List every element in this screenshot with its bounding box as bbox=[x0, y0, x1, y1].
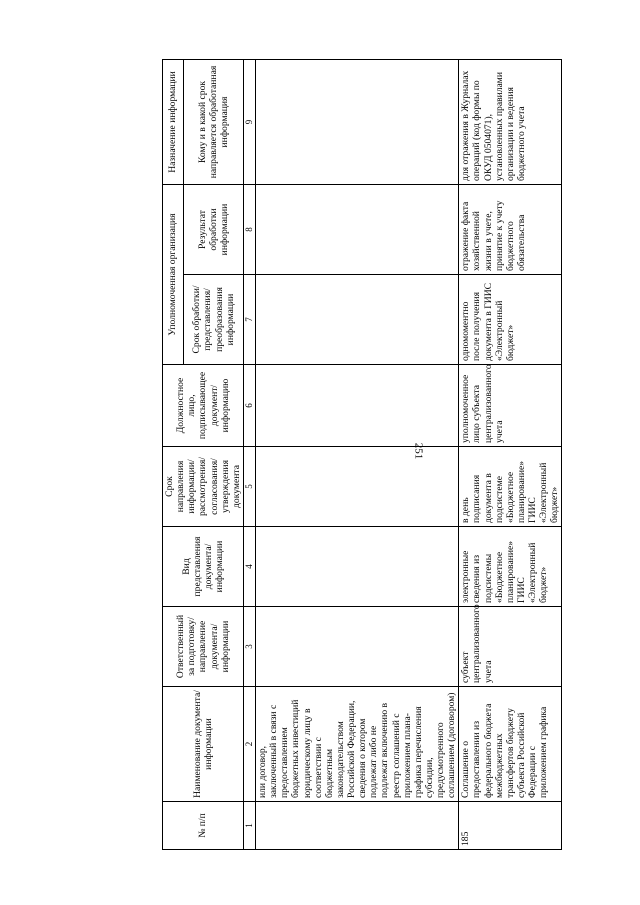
header-recipient: Кому и в какой срок направляется обработанная информация bbox=[184, 60, 244, 185]
column-number: 9 bbox=[244, 60, 256, 185]
header-deadline: Срок направления информации/ рассмотрения/ согласования/ утверждения документа bbox=[163, 447, 244, 527]
cont-cell bbox=[256, 527, 459, 607]
cont-cell bbox=[256, 275, 459, 365]
document-table bbox=[162, 59, 562, 850]
processing-result: отражение факта хозяйственной жизни в учете, принятие к учету бюджетного обязательства bbox=[459, 185, 562, 275]
header-responsible: Ответственный за подготовку/ направление документа/ информации bbox=[163, 607, 244, 687]
cont-cell bbox=[256, 447, 459, 527]
column-number: 8 bbox=[244, 185, 256, 275]
document-name: Соглашение о предоставлении из федерального бюджета межбюджетных трансфертов бюджету субъекта Российской Федерации с приложением графика bbox=[459, 687, 562, 802]
cont-cell bbox=[256, 365, 459, 447]
column-number: 3 bbox=[244, 607, 256, 687]
header-organization-group: Уполномоченная организация bbox=[163, 185, 184, 365]
cont-cell bbox=[256, 185, 459, 275]
cont-cell-name: или договор, заключенный в связи с предоставлением бюджетных инвестиций юридическому лицу в соответствии с бюджетным законодательством Российской Федерации, сведения о котором подлежат либо не подлежат включению в реестр соглашений с приложением плана-графика перечисления субсидии, предусмотренного соглашением (договором) bbox=[256, 687, 459, 802]
responsible: субъект централизованного учета bbox=[459, 607, 562, 687]
header-processing-time: Срок обработки/ представления/ преобразования информации bbox=[184, 275, 244, 365]
header-purpose: Назначение информации bbox=[163, 60, 184, 185]
header-result: Результат обработки информации bbox=[184, 185, 244, 275]
presentation-kind: электронные сведения из подсистемы «Бюджетное планирование» ГИИС «Электронный бюджет» bbox=[459, 527, 562, 607]
page-number: 251 bbox=[412, 442, 425, 460]
column-number: 5 bbox=[244, 447, 256, 527]
rotated-table-container bbox=[162, 60, 561, 850]
header-official: Должностное лицо, подписывающее документ/ информацию bbox=[163, 365, 244, 447]
column-number: 1 bbox=[244, 802, 256, 850]
cont-cell-number bbox=[256, 802, 459, 850]
column-number: 2 bbox=[244, 687, 256, 802]
row-number: 185 bbox=[459, 802, 562, 850]
cont-cell bbox=[256, 60, 459, 185]
signing-official: уполномоченное лицо субъекта централизованного учета bbox=[459, 365, 562, 447]
cont-cell bbox=[256, 607, 459, 687]
header-number: № п/п bbox=[163, 802, 244, 850]
purpose: для отражения в Журналах операций (код формы по ОКУД 0504071), установленных правилами организации и ведения бюджетного учета bbox=[459, 60, 562, 185]
column-number: 4 bbox=[244, 527, 256, 607]
column-number: 6 bbox=[244, 365, 256, 447]
header-kind: Вид представления документа/ информации bbox=[163, 527, 244, 607]
column-number: 7 bbox=[244, 275, 256, 365]
header-name: Наименование документа/ информации bbox=[163, 687, 244, 802]
deadline: в день подписания документа в подсистеме «Бюджетное планирование» ГИИС «Электронный бюджет» bbox=[459, 447, 562, 527]
processing-time: одномоментно после получения документа в ГИИС «Электронный бюджет» bbox=[459, 275, 562, 365]
